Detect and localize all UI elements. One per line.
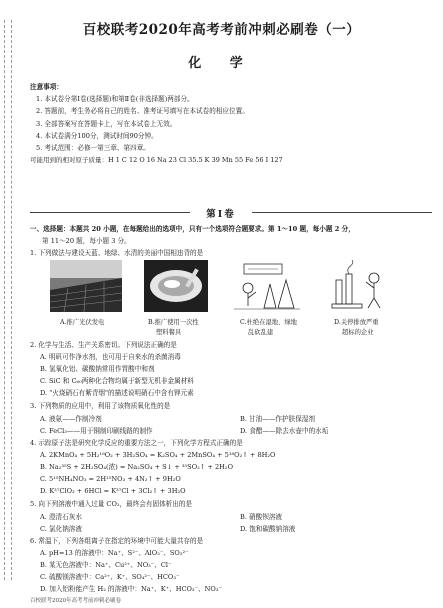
q2-option-c: C. SiC 和 C₆₀两种化合物均属于新型无机非金属材料: [40, 377, 194, 385]
volume-rule-right: [252, 212, 432, 213]
q1-option-d-line: 超标的企业: [342, 328, 374, 336]
q1-option-d: [334, 318, 379, 337]
question-2-stem: 2. 化学与生活、生产关系密切。下列说法正确的是: [30, 341, 177, 349]
note-item: 4. 本试卷满分100分，测试时间90分钟。: [36, 131, 158, 140]
q1-option-c-line: 乱砍乱建: [248, 328, 274, 336]
subject-heading: 化 学: [188, 56, 255, 71]
solar-panel-photo: [50, 260, 122, 312]
note-item: 5. 考试范围：必修一第三章、第四章。: [36, 144, 150, 153]
q4-option-c: C. 5¹⁵NH₄NO₃ = 2H¹⁵NO₃ + 4N₂↑ + 9H₂O: [40, 475, 181, 483]
page-footer: 百校联考2020年高考考前冲刺必刷卷: [30, 598, 121, 604]
q1-option-c: [240, 318, 297, 337]
note-item: 2. 答题前，考生务必将自己的姓名、准考证号填写在本试卷的相应位置。: [36, 107, 249, 116]
q1-option-a: A.推广光伏发电: [60, 319, 105, 326]
note-item: 3. 全部答案写在答题卡上，写在本试卷上无效。: [36, 119, 177, 128]
question-6-stem: 6. 常温下，下列各组离子在指定的环境中可能大量共存的是: [30, 537, 204, 545]
q2-option-b: B. 氢氧化铝、碳酸钠常用作胃酸中和剂: [40, 365, 155, 373]
volume-rule-left: [30, 212, 190, 213]
q6-option-c: C. 硫酸镁溶液中：Ca²⁺、K⁺、SO₄²⁻、HCO₃⁻: [40, 573, 180, 581]
q3-option-d: D. 食醋——除去水壶中的水垢: [240, 427, 329, 435]
q5-option-b: B. 硝酸钡溶液: [240, 513, 283, 521]
notes-section: [30, 81, 430, 166]
section-intro: [30, 224, 430, 248]
question-1-stem: 1. 下列做法与建设天蓝、地绿、水清的美丽中国相违背的是: [30, 249, 204, 257]
q3-option-c: C. FeCl₃——用于铜制印刷线路的制作: [40, 427, 153, 435]
question-3-stem: 3. 下列物质的应用中，利用了该物质氧化性的是: [30, 402, 171, 410]
question-5-stem: 5. 向下列溶液中通入过量 CO₂，最终会有固体析出的是: [30, 500, 193, 508]
q3-option-a: A. 液氨——作制冷剂: [40, 415, 102, 423]
q2-option-d: D. "火烧硝石有紫青烟"的描述说明硝石中含有钾元素: [40, 389, 194, 397]
q1-option-b-line: 塑料餐具: [156, 328, 182, 336]
question-4-stem: 4. 示踪原子法是研究化学反应的重要方法之一，下列化学方程式正确的是: [30, 439, 243, 447]
q6-option-b: B. 某无色溶液中：Na⁺、Cu²⁺、NO₃⁻、Cl⁻: [40, 561, 172, 569]
q1-option-d-line: D.关停排放严重: [334, 319, 379, 326]
notes-heading: 注意事项：: [30, 83, 63, 91]
exam-title: 百校联考2020年高考考前冲刺必刷卷（一）: [82, 22, 361, 38]
atomic-masses: 可能用到的相对原子质量：H 1 C 12 O 16 Na 23 Cl 35.5 K 39 Mn 55 Fe 56 I 127: [30, 156, 283, 165]
q5-option-a: A. 澄清石灰水: [40, 513, 82, 521]
q5-option-d: D. 饱和碳酸钠溶液: [240, 525, 296, 533]
q1-option-c-line: C.杜绝在湿地、绿地: [240, 319, 297, 326]
plastic-tableware-photo: [144, 260, 208, 312]
q1-option-b-line: B.推广使用一次性: [148, 319, 199, 326]
q2-option-a: A. 明矾可作净水剂，也可用于自来水的杀菌消毒: [40, 353, 181, 361]
q4-option-b: B. Na₂³⁵S + 2H₂SO₄(浓) = Na₂SO₄ + S↓ + ³⁵SO₂↑ + 2H₂O: [40, 463, 233, 471]
note-item: 1. 本试卷分第Ⅰ卷(选择题)和第Ⅱ卷(非选择题)两部分。: [36, 95, 194, 104]
section-intro-line: 第 11～20 题，每小题 3 分。: [42, 236, 131, 245]
factory-cartoon: [328, 260, 390, 312]
q1-option-b: [148, 318, 199, 337]
binding-margin: [4, 20, 12, 580]
q3-option-b: B. 甘油——作护肤保湿剂: [240, 415, 315, 423]
q6-option-a: A. pH=13 的溶液中：Na⁺、S²⁻、AlO₂⁻、SO₃²⁻: [40, 549, 189, 557]
q4-option-a: A. 2KMnO₄ + 5H₂¹⁸O₂ + 3H₂SO₄ = K₂SO₄ + 2MnSO₄ + 5¹⁸O₂↑ + 8H₂O: [40, 451, 276, 459]
section-intro-line: 一、选择题：本题共 20 小题，在每题给出的选项中，只有一个选项符合题要求。第 1～10 题，每小题 2 分，: [30, 225, 355, 233]
wetland-cartoon: [234, 260, 300, 312]
q6-option-d: D. 加入铝粉能产生 H₂ 的溶液中：Na⁺、K⁺、HCO₃⁻、NO₃⁻: [40, 585, 222, 593]
q5-option-c: C. 氯化钠溶液: [40, 525, 82, 533]
q4-option-d: D. K³⁷ClO₃ + 6HCl = K³⁷Cl + 3Cl₂↑ + 3H₂O: [40, 487, 186, 495]
volume-heading: 第Ⅰ卷: [206, 209, 236, 220]
